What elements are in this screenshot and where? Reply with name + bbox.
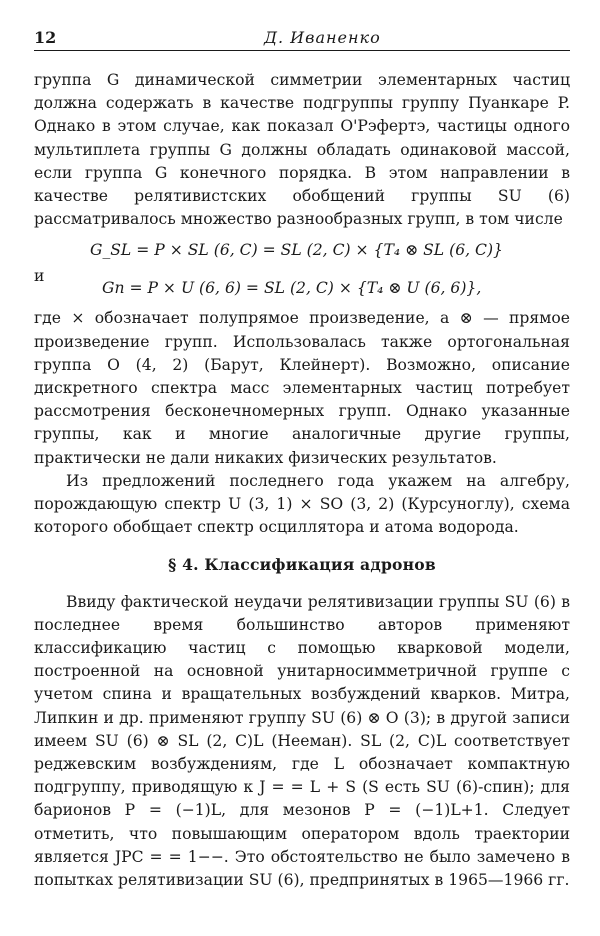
paragraph-classification: Ввиду фактической неудачи релятивизации группы SU (6) в последнее время большинство авторов применяют классификацию частиц с помощью кварковой модели, построенной на основной унитарносимметричной группе с учетом спина и вращательных возбуждений кварков. Митра, Липкин и др. применяют группу SU (6) ⊗ O (3); в другой записи имеем SU (6) ⊗ SL (2, C)L (Нееман). SL (2, C)L соответствует реджевским возбуждениям, где L обозначает компактную подгруппу, приводящую к J = = L + S (S есть SU (6)-спин); для барионов P = (−1)L, для мезонов P = (−1)L+1. Следует отметить, что повышающим оператором вдоль траектории является JPC = = 1−−. Это обстоятельство не было замечено в попытках релятивизации SU (6), предпринятых в 1965—1966 гг. xyxy=(34,592,570,890)
formula-1 xyxy=(34,231,570,269)
formula-2 xyxy=(34,269,570,307)
page xyxy=(34,24,570,892)
page-header xyxy=(34,24,570,51)
formula-1-text: G_SL = P × SL (6, C) = SL (2, C) × {T₄ ⊗ SL (6, C)} xyxy=(90,241,503,260)
paragraph-products: где × обозначает полупрямое произведение, а ⊗ — прямое произведение групп. Использовалась также ортогональная группа O (4, 2) (Барут, Клейнерт). Возможно, описание дискретного спектра масс элементарных частиц потребует рассмотрения бесконечномерных групп. Однако указанные группы, как и многие аналогичные другие группы, практически не дали никаких физических результатов. xyxy=(34,309,570,467)
page-number: 12 xyxy=(34,28,57,47)
formula-2-text: Gn = P × U (6, 6) = SL (2, C) × {T₄ ⊗ U (6, 6)}, xyxy=(102,279,482,298)
section-heading: § 4. Классификация адронов xyxy=(168,555,436,575)
formula-conjunction: и xyxy=(34,267,45,286)
body-text xyxy=(34,69,570,892)
running-head: Д. Иваненко xyxy=(264,28,381,47)
paragraph-intro: группа G динамической симметрии элементарных частиц должна содержать в качестве подгруппы группу Пуанкаре P. Однако в этом случае, как показал О'Рэфертэ, частицы одного мультиплета группы G должны обладать одинаковой массой, если группа G конечного порядка. В этом направлении в качестве релятивистских обобщений группы SU (6) рассматривалось множество разнообразных групп, в том числе xyxy=(34,71,570,229)
paragraph-last-year: Из предложений последнего года укажем на алгебру, порождающую спектр U (3, 1) × SO (3, 2) (Курсуноглу), схема которого обобщает спектр осциллятора и атома водорода. xyxy=(34,471,570,537)
